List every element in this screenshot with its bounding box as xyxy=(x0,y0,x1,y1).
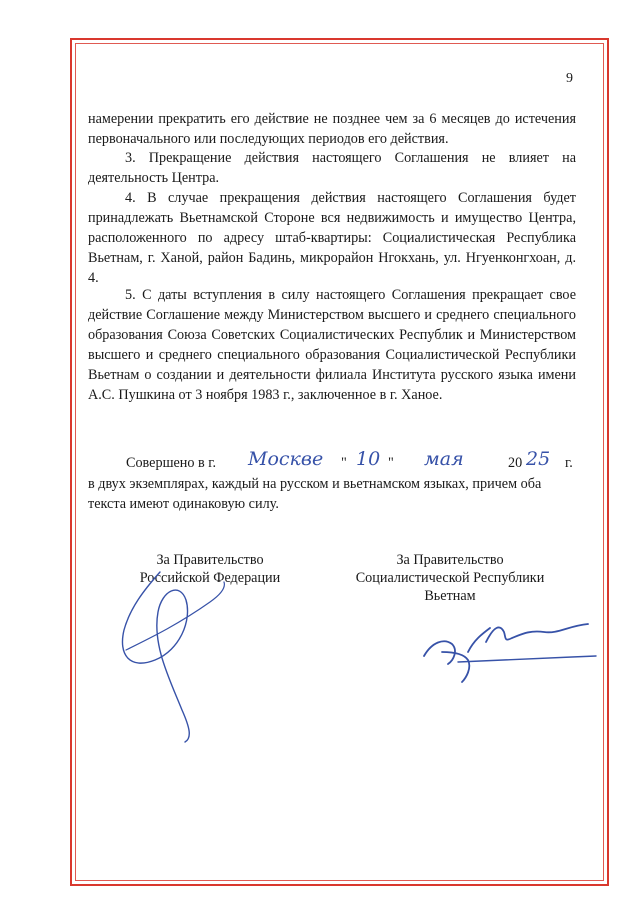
paragraph-3: 3. Прекращение действия настоящего Соглашения не влияет на деятельность Центра. xyxy=(88,150,576,186)
handwritten-city: Москве xyxy=(248,448,324,470)
handwritten-day: 10 xyxy=(356,448,381,470)
year-unit: г. xyxy=(565,455,573,471)
page-number: 9 xyxy=(566,71,573,86)
paragraph-continuation: намерении прекратить его действие не позднее чем за 6 месяцев до истечения первоначального или последующих периодов его действия. xyxy=(88,111,576,147)
paragraph-5: 5. С даты вступления в силу настоящего Соглашения прекращает свое действие Соглашение между Министерством высшего и среднего специального образования Союза Советских Социалистических Республик и Министерством высшего и среднего специального образования Социалистической Республики Вьетнам о создании и деятельности филиала Института русского языка имени А.С. Пушкина от 3 ноября 1983 г., заключенное в г. Ханое. xyxy=(88,287,576,403)
signatory-vietnam-line1: За Правительство xyxy=(396,552,504,568)
handwritten-month: мая xyxy=(424,448,464,470)
year-prefix: 20 xyxy=(508,455,523,471)
handwritten-year: 25 xyxy=(526,448,551,470)
signatory-russia-line2: Российской Федерации xyxy=(139,570,281,586)
signature-vietnam xyxy=(418,612,608,687)
signatory-vietnam-line3: Вьетнам xyxy=(424,588,476,604)
signature-russia xyxy=(100,560,250,750)
signatory-vietnam xyxy=(345,551,555,605)
signatory-russia-line1: За Правительство xyxy=(156,552,264,568)
copies-text: в двух экземплярах, каждый на русском и вьетнамском языках, причем оба текста имеют одинаковую силу. xyxy=(88,476,542,512)
open-quote: " xyxy=(341,455,347,471)
signatory-vietnam-line2: Социалистической Республики xyxy=(355,570,545,586)
paragraph-4: 4. В случае прекращения действия настоящего Соглашения будет принадлежать Вьетнамской Стороне вся недвижимость и имущество Центра, расположенного по адресу штаб-квартиры: Социалистическая Республика Вьетнам, г. Ханой, район Бадинь, микрорайон Нгокхань, ул. Нгуенконгхоан, д. 4. xyxy=(88,190,576,286)
close-quote: " xyxy=(388,455,394,471)
done-prefix: Совершено в г. xyxy=(126,455,217,471)
